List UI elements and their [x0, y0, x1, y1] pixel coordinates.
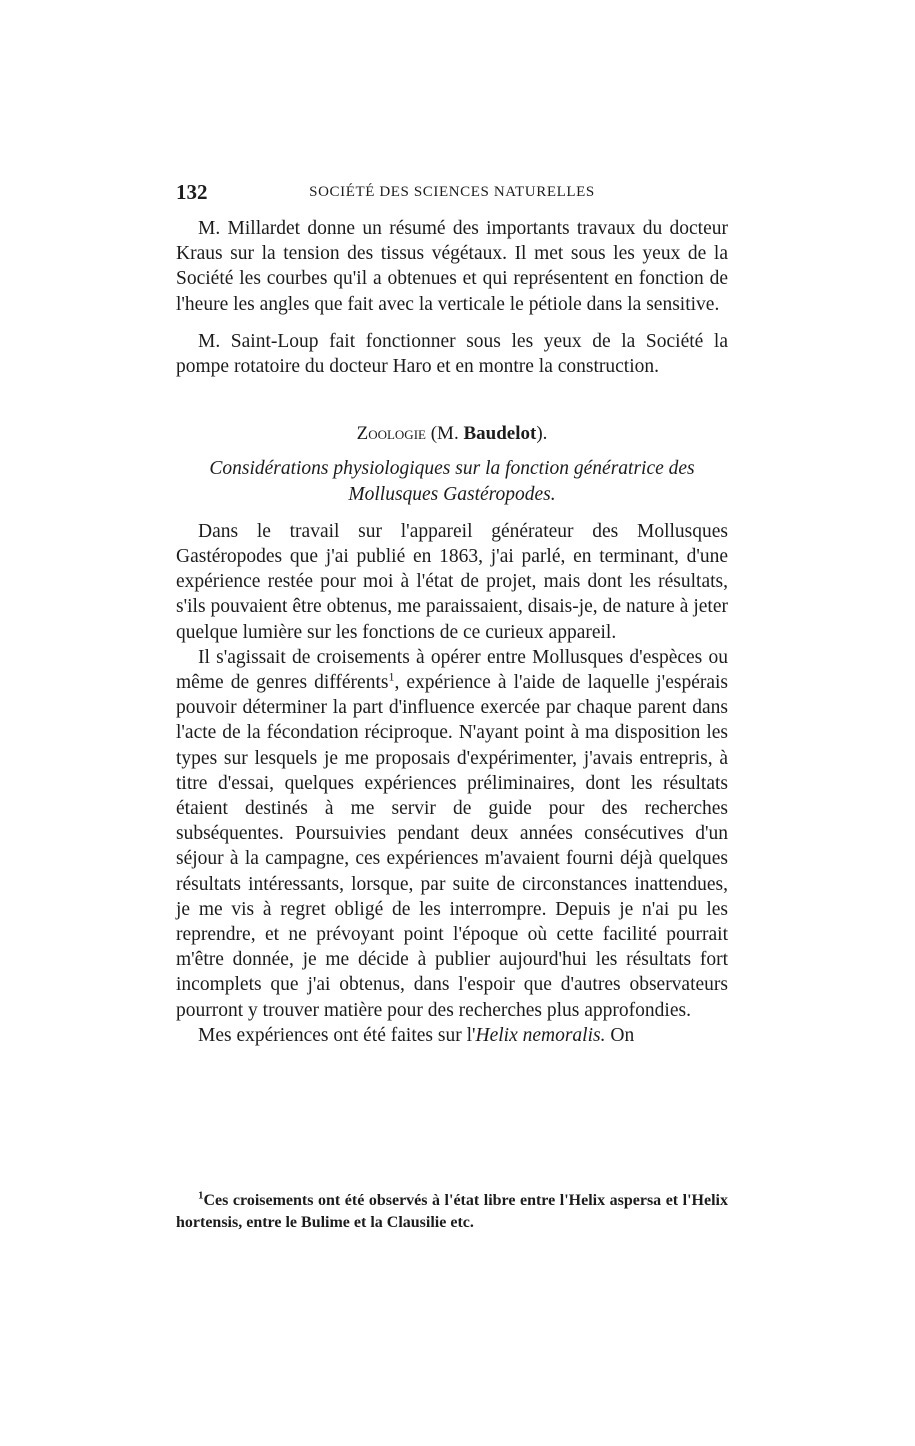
section-heading [176, 421, 728, 446]
paragraph-intro: Dans le travail sur l'appareil générateur des Mollusques Gastéropodes que j'ai publié en 1863, j'ai parlé, en terminant, d'une expérience restée pour moi à l'état de projet, mais dont les résultats, s'ils pouvaient être obtenus, me paraissaient, disais-je, de nature à jeter quelque lumière sur les fonctions de ce curieux appareil. [176, 520, 728, 643]
page-header [176, 180, 728, 210]
paragraph-croisements-rest: , expérience à l'aide de laquelle j'espérais pouvoir déterminer la part d'influence exercée par chaque parent dans l'acte de la fécondation réciproque. N'ayant point à ma disposition les types sur lesquels je me proposais d'expérimenter, j'avais entrepris, à titre d'essai, quelques expériences préliminaires, dont les résultats étaient destinés à me servir de guide pour des recherches subséquentes. Poursuivies pendant deux années consécutives d'un séjour à la campagne, ces expériences m'avaient fourni déjà quelques résultats intéressants, lorsque, par suite de circonstances inattendues, je me vis à regret obligé de les interrompre. Depuis je n'ai pu les reprendre, et ne prévoyant point l'époque où cette facilité pourrait m'être donnée, je me décide à publier aujourd'hui les résultats fort incomplets que j'ai obtenus, dans l'espoir que d'autres observateurs pourront y trouver matière pour des recherches plus approfondies. [176, 672, 729, 1021]
paragraph-croisements-start: Il s'agissait de croisements à opérer entre Mollusques d'espèces ou même de genres différents [176, 646, 728, 694]
species-name: Helix nemoralis. [475, 1024, 606, 1046]
paragraph-experiences [176, 1023, 728, 1048]
footnote-reference: 1 [388, 669, 395, 684]
running-head: SOCIÉTÉ DES SCIENCES NATURELLES [309, 184, 595, 200]
section-heading-open: (M. [425, 423, 464, 445]
paragraph-experiences-start: Mes expériences ont été faites sur l' [198, 1024, 476, 1046]
paragraph-saint-loup: M. Saint-Loup fait fonctionner sous les yeux de la Société la pompe rotatoire du docteur Haro et en montre la construction. [176, 330, 728, 378]
paragraph-experiences-end: On [605, 1024, 635, 1046]
section-heading-close: ). [536, 423, 548, 445]
page-number: 132 [176, 180, 208, 204]
footnote [176, 1190, 728, 1234]
footnote-text: Ces croisements ont été observés à l'état libre entre l'Helix aspersa et l'Helix hortensis, entre le Bulime et la Clausilie etc. [176, 1192, 728, 1231]
article-title: Considérations physiologiques sur la fonction génératrice des Mollusques Gastéropodes. [209, 458, 695, 505]
body-text [176, 216, 728, 1048]
paragraph-croisements [176, 645, 728, 1023]
footnote-paragraph [176, 1190, 728, 1234]
section-label: Zoologie [356, 423, 426, 445]
footnote-mark: 1 [198, 1189, 204, 1202]
paragraph-millardet: M. Millardet donne un résumé des importants travaux du docteur Kraus sur la tension des tissus végétaux. Il met sous les yeux de la Société les courbes qu'il a obtenues et qui représentent en fonction de l'heure les angles que fait avec la verticale le pétiole dans la sensitive. [176, 218, 728, 315]
section-author: Baudelot [463, 423, 537, 445]
